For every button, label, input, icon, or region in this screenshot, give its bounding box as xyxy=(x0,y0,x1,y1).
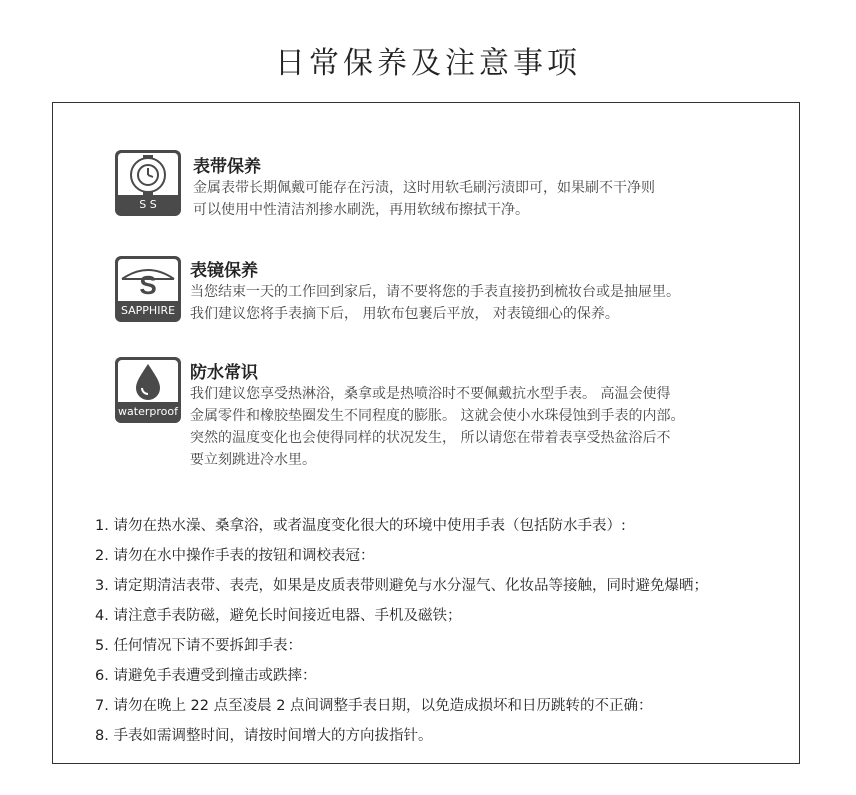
section-text-line: 我们建议您将手表摘下后， 用软布包裹后平放， 对表镜细心的保养。 xyxy=(190,306,619,322)
note-item: 5. 任何情况下请不要拆卸手表： xyxy=(95,638,302,654)
section-text-line: 金属表带长期佩戴可能存在污渍，这时用软毛刷污渍即可，如果刷不干净则 xyxy=(193,180,655,196)
section-title-crystal: 表镜保养 xyxy=(190,261,258,281)
section-title-strap: 表带保养 xyxy=(193,157,261,177)
note-item: 2. 请勿在水中操作手表的按钮和调校表冠： xyxy=(95,548,375,564)
page-title: 日常保养及注意事项 xyxy=(275,46,581,81)
note-item: 8. 手表如需调整时间，请按时间增大的方向拔指针。 xyxy=(95,728,433,744)
waterproof-drop-icon xyxy=(115,357,181,423)
icon-label: waterproof xyxy=(118,405,178,418)
icon-label: S S xyxy=(139,198,157,211)
section-title-waterproof: 防水常识 xyxy=(190,363,258,383)
note-item: 3. 请定期清洁表带、表壳，如果是皮质表带则避免与水分湿气、化妆品等接触，同时避免爆晒； xyxy=(95,578,708,594)
watch-strap-icon xyxy=(115,150,181,216)
note-item: 4. 请注意手表防磁，避免长时间接近电器、手机及磁铁； xyxy=(95,608,462,624)
notes-list xyxy=(95,511,708,751)
section-text-line: 我们建议您享受热淋浴，桑拿或是热喷浴时不要佩戴抗水型手表。 高温会使得 xyxy=(190,386,671,402)
sapphire-glass-icon xyxy=(115,256,181,322)
icon-label: SAPPHIRE xyxy=(120,304,176,317)
sapphire-glyph: S xyxy=(139,270,157,300)
note-item: 6. 请避免手表遭受到撞击或跌摔： xyxy=(95,668,317,684)
section-text-line: 金属零件和橡胶垫圈发生不同程度的膨胀。 这就会使小水珠侵蚀到手表的内部。 xyxy=(190,408,685,424)
note-item: 7. 请勿在晚上 22 点至凌晨 2 点间调整手表日期，以免造成损坏和日历跳转的不正确： xyxy=(95,698,653,714)
section-text-line: 突然的温度变化也会使得同样的状况发生， 所以请您在带着表享受热盆浴后不 xyxy=(190,430,671,446)
section-text-line: 当您结束一天的工作回到家后，请不要将您的手表直接扔到梳妆台或是抽屉里。 xyxy=(190,284,680,300)
note-item: 1. 请勿在热水澡、桑拿浴，或者温度变化很大的环境中使用手表（包括防水手表）: xyxy=(95,518,626,534)
section-text-line: 可以使用中性清洁剂掺水刷洗，再用软绒布擦拭干净。 xyxy=(193,202,529,218)
section-text-line: 要立刻跳进冷水里。 xyxy=(190,452,316,468)
